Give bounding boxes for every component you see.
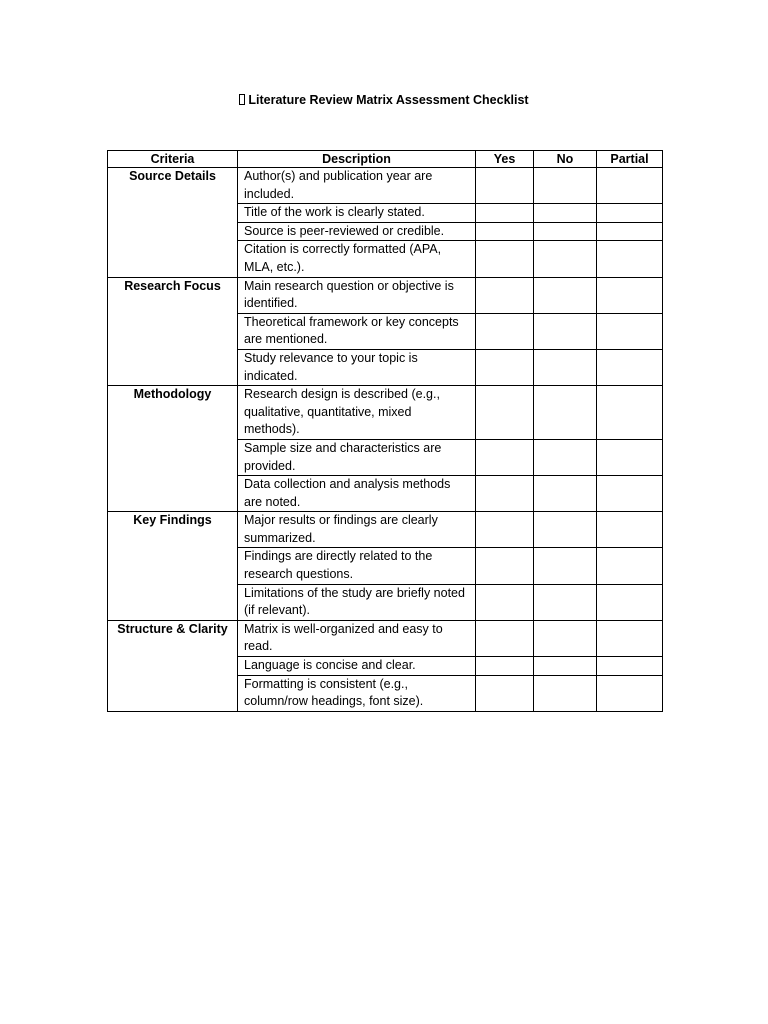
description-cell: Author(s) and publication year are included. xyxy=(238,168,476,204)
partial-cell[interactable] xyxy=(597,657,663,676)
yes-cell[interactable] xyxy=(476,620,534,656)
yes-cell[interactable] xyxy=(476,349,534,385)
no-cell[interactable] xyxy=(534,222,597,241)
partial-cell[interactable] xyxy=(597,313,663,349)
description-cell: Main research question or objective is identified. xyxy=(238,277,476,313)
no-cell[interactable] xyxy=(534,204,597,223)
no-cell[interactable] xyxy=(534,168,597,204)
description-cell: Source is peer-reviewed or credible. xyxy=(238,222,476,241)
partial-cell[interactable] xyxy=(597,548,663,584)
table-row xyxy=(108,386,663,440)
yes-cell[interactable] xyxy=(476,386,534,440)
partial-cell[interactable] xyxy=(597,675,663,711)
header-yes: Yes xyxy=(476,151,534,168)
yes-cell[interactable] xyxy=(476,657,534,676)
yes-cell[interactable] xyxy=(476,476,534,512)
criteria-source-details: Source Details xyxy=(108,168,238,278)
partial-cell[interactable] xyxy=(597,241,663,277)
yes-cell[interactable] xyxy=(476,277,534,313)
partial-cell[interactable] xyxy=(597,204,663,223)
no-cell[interactable] xyxy=(534,584,597,620)
criteria-structure-clarity: Structure & Clarity xyxy=(108,620,238,711)
yes-cell[interactable] xyxy=(476,584,534,620)
header-row xyxy=(108,151,663,168)
partial-cell[interactable] xyxy=(597,168,663,204)
header-partial: Partial xyxy=(597,151,663,168)
no-cell[interactable] xyxy=(534,620,597,656)
partial-cell[interactable] xyxy=(597,476,663,512)
header-criteria: Criteria xyxy=(108,151,238,168)
partial-cell[interactable] xyxy=(597,277,663,313)
page-title-text: Literature Review Matrix Assessment Checklist xyxy=(248,93,529,107)
description-cell: Research design is described (e.g., qualitative, quantitative, mixed methods). xyxy=(238,386,476,440)
criteria-methodology: Methodology xyxy=(108,386,238,512)
table-row xyxy=(108,277,663,313)
description-cell: Sample size and characteristics are provided. xyxy=(238,439,476,475)
description-cell: Language is concise and clear. xyxy=(238,657,476,676)
no-cell[interactable] xyxy=(534,548,597,584)
partial-cell[interactable] xyxy=(597,620,663,656)
partial-cell[interactable] xyxy=(597,512,663,548)
description-cell: Findings are directly related to the research questions. xyxy=(238,548,476,584)
table-row xyxy=(108,620,663,656)
description-cell: Formatting is consistent (e.g., column/row headings, font size). xyxy=(238,675,476,711)
description-cell: Data collection and analysis methods are noted. xyxy=(238,476,476,512)
page-title xyxy=(0,91,768,109)
yes-cell[interactable] xyxy=(476,241,534,277)
partial-cell[interactable] xyxy=(597,222,663,241)
yes-cell[interactable] xyxy=(476,675,534,711)
no-cell[interactable] xyxy=(534,675,597,711)
partial-cell[interactable] xyxy=(597,349,663,385)
description-cell: Title of the work is clearly stated. xyxy=(238,204,476,223)
no-cell[interactable] xyxy=(534,476,597,512)
header-description: Description xyxy=(238,151,476,168)
header-no: No xyxy=(534,151,597,168)
no-cell[interactable] xyxy=(534,512,597,548)
no-cell[interactable] xyxy=(534,386,597,440)
checkbox-icon xyxy=(239,94,245,105)
description-cell: Theoretical framework or key concepts are mentioned. xyxy=(238,313,476,349)
partial-cell[interactable] xyxy=(597,439,663,475)
yes-cell[interactable] xyxy=(476,204,534,223)
table-row xyxy=(108,168,663,204)
yes-cell[interactable] xyxy=(476,512,534,548)
description-cell: Citation is correctly formatted (APA, MLA, etc.). xyxy=(238,241,476,277)
yes-cell[interactable] xyxy=(476,548,534,584)
no-cell[interactable] xyxy=(534,277,597,313)
yes-cell[interactable] xyxy=(476,439,534,475)
description-cell: Major results or findings are clearly summarized. xyxy=(238,512,476,548)
yes-cell[interactable] xyxy=(476,313,534,349)
description-cell: Limitations of the study are briefly noted (if relevant). xyxy=(238,584,476,620)
yes-cell[interactable] xyxy=(476,222,534,241)
table-row xyxy=(108,512,663,548)
no-cell[interactable] xyxy=(534,657,597,676)
description-cell: Matrix is well-organized and easy to read. xyxy=(238,620,476,656)
partial-cell[interactable] xyxy=(597,584,663,620)
partial-cell[interactable] xyxy=(597,386,663,440)
no-cell[interactable] xyxy=(534,349,597,385)
criteria-research-focus: Research Focus xyxy=(108,277,238,386)
criteria-key-findings: Key Findings xyxy=(108,512,238,621)
no-cell[interactable] xyxy=(534,241,597,277)
no-cell[interactable] xyxy=(534,439,597,475)
no-cell[interactable] xyxy=(534,313,597,349)
description-cell: Study relevance to your topic is indicated. xyxy=(238,349,476,385)
checklist-table xyxy=(107,150,663,712)
yes-cell[interactable] xyxy=(476,168,534,204)
